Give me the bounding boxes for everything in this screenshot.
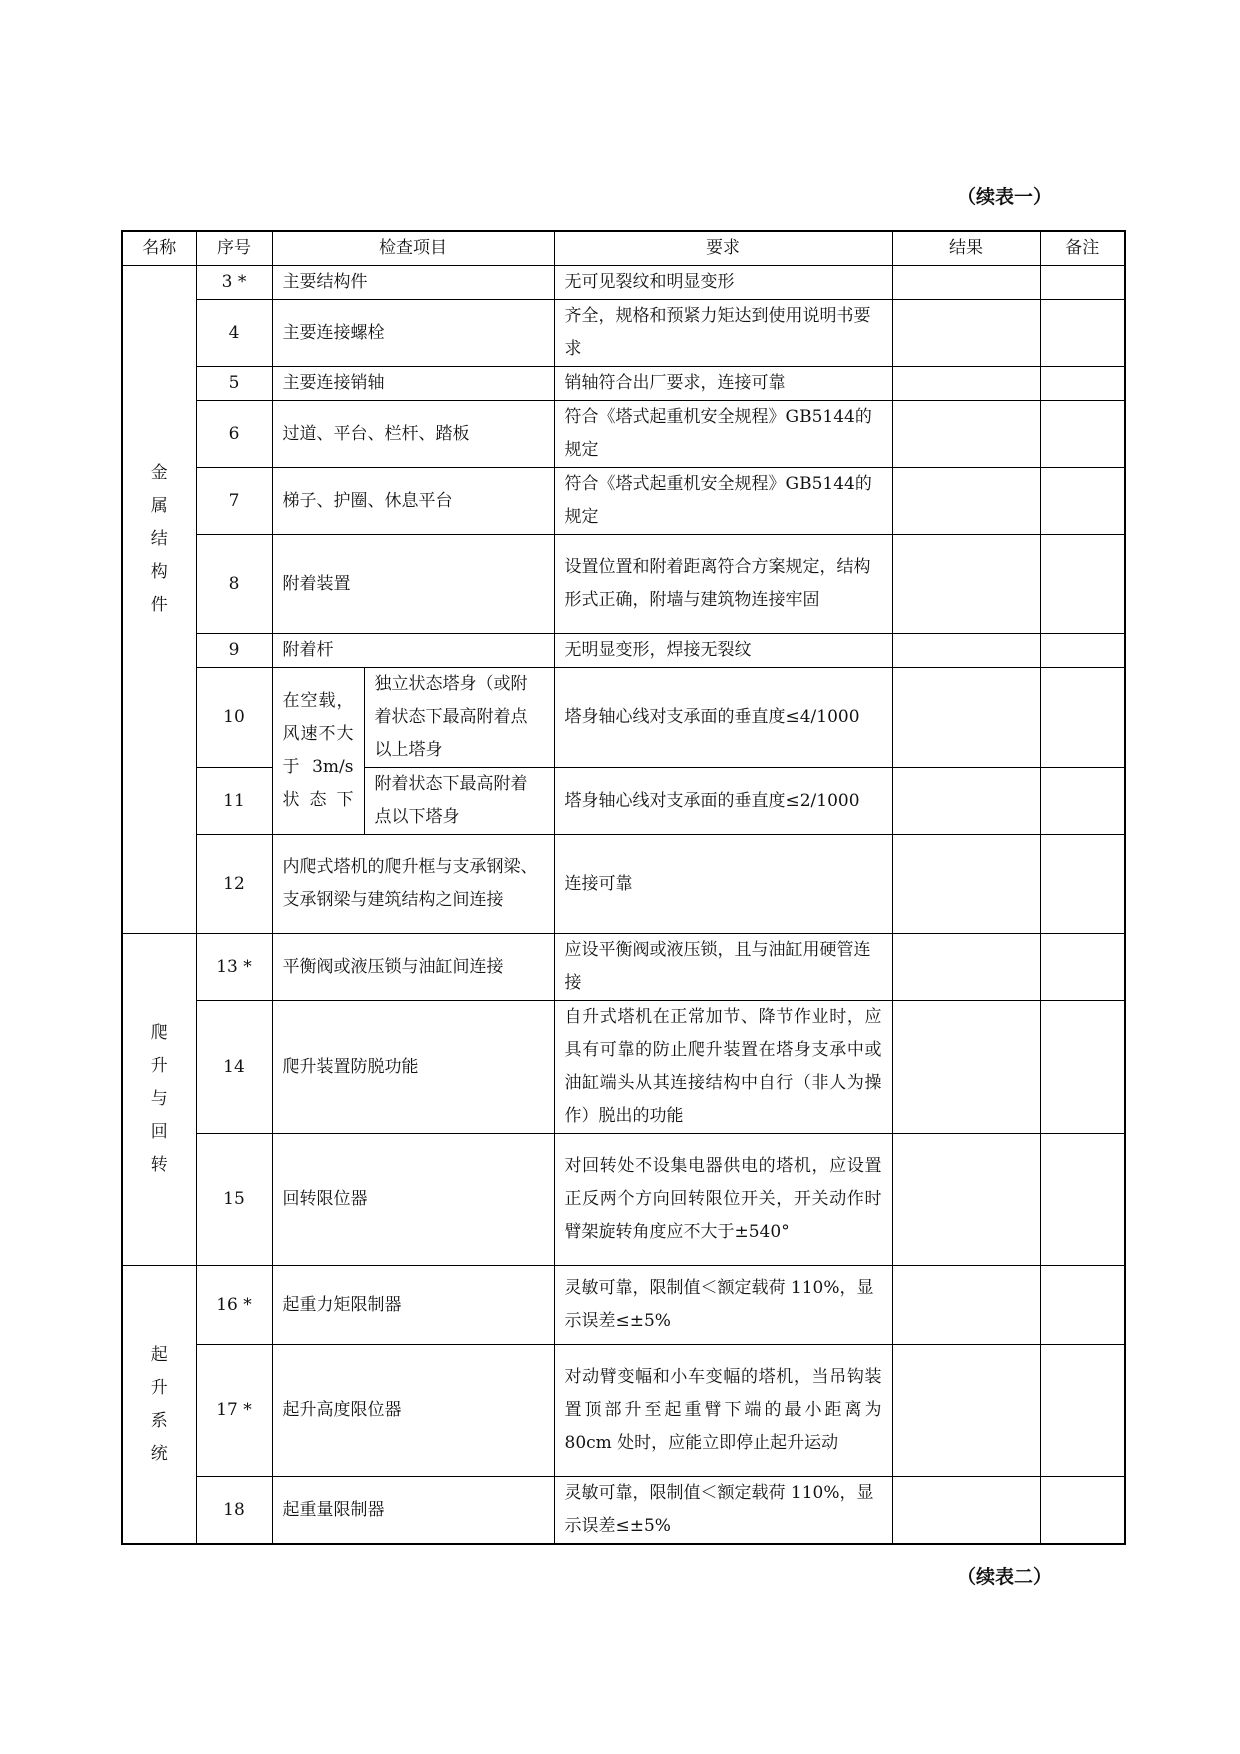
header-name: 名称 [122, 231, 196, 266]
group-label-hoisting-system: 起 升 系 统 [122, 1266, 196, 1545]
requirement-cell: 应设平衡阀或液压锁，且与油缸用硬管连接 [554, 934, 892, 1001]
note-cell[interactable] [1040, 367, 1125, 401]
seq-cell: 12 [196, 835, 272, 934]
table-row [122, 266, 1125, 300]
requirement-cell: 无明显变形，焊接无裂纹 [554, 634, 892, 668]
item-cell: 爬升装置防脱功能 [272, 1001, 554, 1134]
item-cell: 梯子、护圈、休息平台 [272, 468, 554, 535]
result-cell[interactable] [892, 266, 1040, 300]
result-cell[interactable] [892, 1477, 1040, 1545]
requirement-cell: 无可见裂纹和明显变形 [554, 266, 892, 300]
requirement-cell: 符合《塔式起重机安全规程》GB5144的规定 [554, 401, 892, 468]
note-cell[interactable] [1040, 401, 1125, 468]
requirement-cell: 塔身轴心线对支承面的垂直度≤2/1000 [554, 768, 892, 835]
item-cell: 回转限位器 [272, 1134, 554, 1266]
seq-cell: 10 [196, 668, 272, 768]
note-cell[interactable] [1040, 634, 1125, 668]
table-row [122, 401, 1125, 468]
table-row [122, 468, 1125, 535]
header-seq: 序号 [196, 231, 272, 266]
result-cell[interactable] [892, 535, 1040, 634]
result-cell[interactable] [892, 300, 1040, 367]
note-cell[interactable] [1040, 934, 1125, 1001]
seq-cell: 14 [196, 1001, 272, 1134]
seq-cell: 11 [196, 768, 272, 835]
item-cell: 附着状态下最高附着点以下塔身 [364, 768, 554, 835]
requirement-cell: 对动臂变幅和小车变幅的塔机，当吊钩装置顶部升至起重臂下端的最小距离为 80cm 处时，应能立即停止起升运动 [554, 1345, 892, 1477]
item-cell: 起升高度限位器 [272, 1345, 554, 1477]
continuation-caption-top: （续表一） [956, 186, 1052, 208]
requirement-cell: 塔身轴心线对支承面的垂直度≤4/1000 [554, 668, 892, 768]
requirement-cell: 销轴符合出厂要求，连接可靠 [554, 367, 892, 401]
result-cell[interactable] [892, 401, 1040, 468]
header-requirement: 要求 [554, 231, 892, 266]
note-cell[interactable] [1040, 768, 1125, 835]
table-row [122, 367, 1125, 401]
seq-cell: 15 [196, 1134, 272, 1266]
seq-cell: 5 [196, 367, 272, 401]
result-cell[interactable] [892, 768, 1040, 835]
item-cell: 主要连接销轴 [272, 367, 554, 401]
item-cell: 主要结构件 [272, 266, 554, 300]
table-row [122, 535, 1125, 634]
result-cell[interactable] [892, 367, 1040, 401]
table-row [122, 1134, 1125, 1266]
note-cell[interactable] [1040, 1477, 1125, 1545]
requirement-cell: 灵敏可靠，限制值＜额定载荷 110%，显示误差≤±5% [554, 1266, 892, 1345]
result-cell[interactable] [892, 835, 1040, 934]
continuation-caption-bottom: （续表二） [956, 1566, 1052, 1588]
seq-cell: 3 * [196, 266, 272, 300]
item-cell: 主要连接螺栓 [272, 300, 554, 367]
table-row [122, 634, 1125, 668]
result-cell[interactable] [892, 634, 1040, 668]
result-cell[interactable] [892, 668, 1040, 768]
seq-cell: 16 * [196, 1266, 272, 1345]
result-cell[interactable] [892, 468, 1040, 535]
table-row [122, 668, 1125, 768]
table-row [122, 1266, 1125, 1345]
item-cell: 附着杆 [272, 634, 554, 668]
result-cell[interactable] [892, 1266, 1040, 1345]
item-cell: 内爬式塔机的爬升框与支承钢梁、支承钢梁与建筑结构之间连接 [272, 835, 554, 934]
item-cell: 附着装置 [272, 535, 554, 634]
seq-cell: 18 [196, 1477, 272, 1545]
requirement-cell: 对回转处不设集电器供电的塔机，应设置正反两个方向回转限位开关，开关动作时臂架旋转角度应不大于±540° [554, 1134, 892, 1266]
note-cell[interactable] [1040, 668, 1125, 768]
item-cell: 起重量限制器 [272, 1477, 554, 1545]
header-result: 结果 [892, 231, 1040, 266]
inspection-table [121, 230, 1126, 1545]
requirement-cell: 自升式塔机在正常加节、降节作业时，应具有可靠的防止爬升装置在塔身支承中或油缸端头从其连接结构中自行（非人为操作）脱出的功能 [554, 1001, 892, 1134]
item-cell: 独立状态塔身（或附着状态下最高附着点以上塔身 [364, 668, 554, 768]
header-item: 检查项目 [272, 231, 554, 266]
result-cell[interactable] [892, 1134, 1040, 1266]
seq-cell: 9 [196, 634, 272, 668]
seq-cell: 4 [196, 300, 272, 367]
note-cell[interactable] [1040, 468, 1125, 535]
requirement-cell: 连接可靠 [554, 835, 892, 934]
condition-cell: 在空载，风速不大于 3m/s 状态下 [272, 668, 364, 835]
table-row [122, 1001, 1125, 1134]
header-note: 备注 [1040, 231, 1125, 266]
item-cell: 过道、平台、栏杆、踏板 [272, 401, 554, 468]
seq-cell: 8 [196, 535, 272, 634]
requirement-cell: 符合《塔式起重机安全规程》GB5144的规定 [554, 468, 892, 535]
requirement-cell: 灵敏可靠，限制值＜额定载荷 110%，显示误差≤±5% [554, 1477, 892, 1545]
header-row [122, 231, 1125, 266]
seq-cell: 13 * [196, 934, 272, 1001]
note-cell[interactable] [1040, 1134, 1125, 1266]
note-cell[interactable] [1040, 266, 1125, 300]
group-label-climbing-slewing: 爬 升 与 回 转 [122, 934, 196, 1266]
result-cell[interactable] [892, 934, 1040, 1001]
result-cell[interactable] [892, 1001, 1040, 1134]
seq-cell: 6 [196, 401, 272, 468]
seq-cell: 17 * [196, 1345, 272, 1477]
table-row [122, 1477, 1125, 1545]
note-cell[interactable] [1040, 535, 1125, 634]
seq-cell: 7 [196, 468, 272, 535]
table-row [122, 300, 1125, 367]
note-cell[interactable] [1040, 300, 1125, 367]
requirement-cell: 齐全，规格和预紧力矩达到使用说明书要求 [554, 300, 892, 367]
item-cell: 平衡阀或液压锁与油缸间连接 [272, 934, 554, 1001]
item-cell: 起重力矩限制器 [272, 1266, 554, 1345]
table-row [122, 934, 1125, 1001]
note-cell[interactable] [1040, 1266, 1125, 1345]
table-row [122, 835, 1125, 934]
note-cell[interactable] [1040, 1001, 1125, 1134]
result-cell[interactable] [892, 1345, 1040, 1477]
table-row [122, 1345, 1125, 1477]
group-label-metal-structure: 金 属 结 构 件 [122, 266, 196, 934]
note-cell[interactable] [1040, 1345, 1125, 1477]
requirement-cell: 设置位置和附着距离符合方案规定，结构形式正确，附墙与建筑物连接牢固 [554, 535, 892, 634]
note-cell[interactable] [1040, 835, 1125, 934]
